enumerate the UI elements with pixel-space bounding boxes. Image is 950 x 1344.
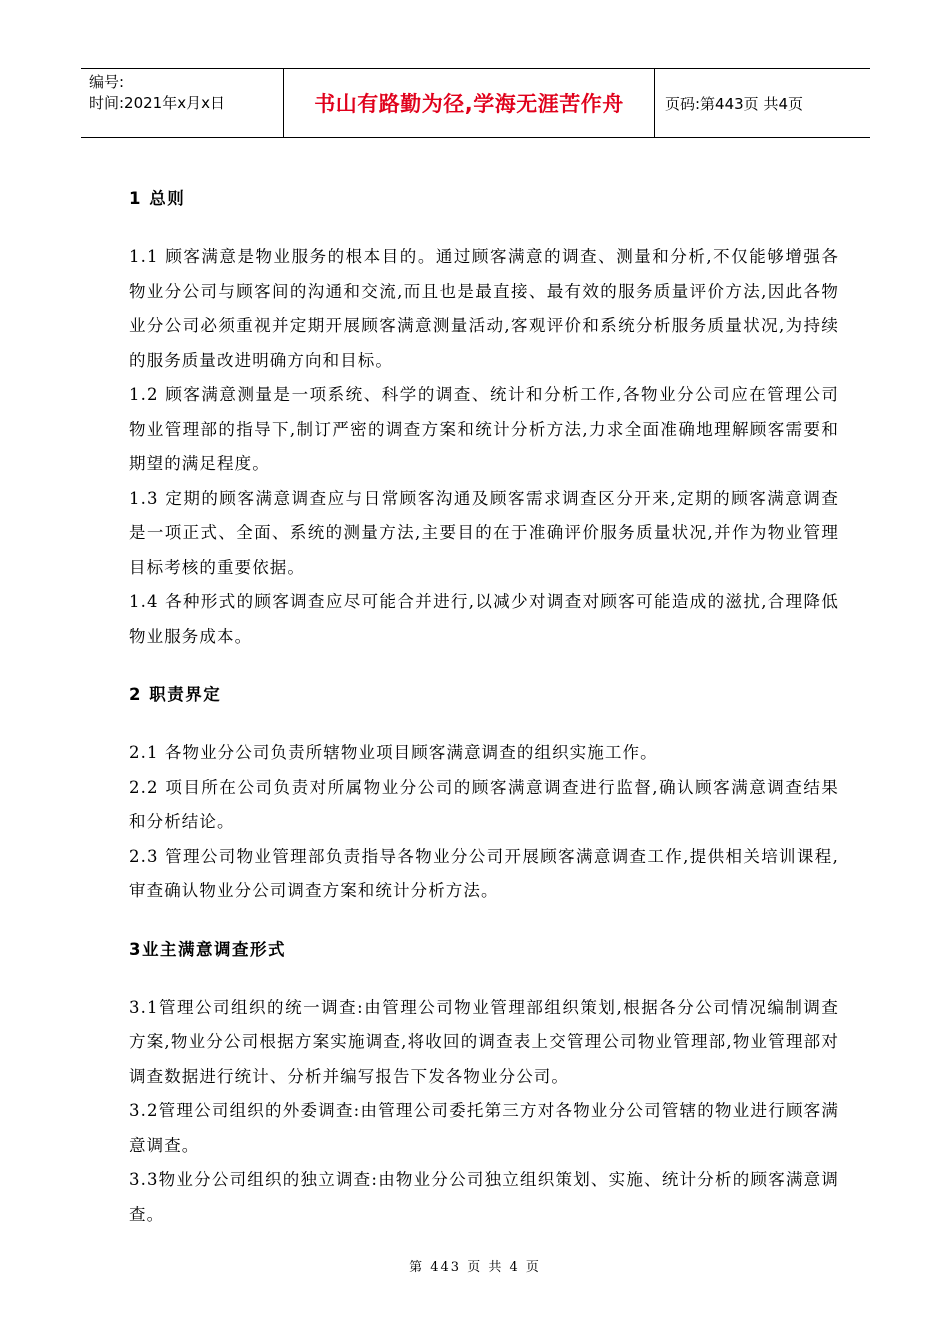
paragraph: 2.1 各物业分公司负责所辖物业项目顾客满意调查的组织实施工作。 [129, 743, 658, 762]
header-meta [81, 69, 284, 137]
paragraph: 3.1管理公司组织的统一调查:由管理公司物业管理部组织策划,根据各分公司情况编制调查方案,物业分公司根据方案实施调查,将收回的调查表上交管理公司物业管理部,物业管理部对调查数据进行统计、分析并编写报告下发各物业分公司。 [129, 997, 839, 1086]
section-heading: 3业主满意调查形式 [129, 939, 286, 959]
section-general [129, 172, 839, 654]
header-motto: 书山有路勤为径,学海无涯苦作舟 [284, 69, 655, 137]
document-body [129, 172, 839, 1232]
section-survey-forms [129, 923, 839, 1233]
header-page-info: 页码:第443页 共4页 [665, 94, 803, 113]
section-heading: 1 总则 [129, 189, 186, 208]
paragraph: 1.1 顾客满意是物业服务的根本目的。通过顾客满意的调查、测量和分析,不仅能够增强各物业分公司与顾客间的沟通和交流,而且也是最直接、最有效的服务质量评价方法,因此各物业分公司必须重视并定期开展顾客满意测量活动,客观评价和系统分析服务质量状况,为持续的服务质量改进明确方向和目标。 [129, 247, 839, 370]
section-heading: 2 职责界定 [129, 685, 222, 704]
document-number-label: 编号: [89, 73, 125, 91]
document-header [81, 68, 870, 138]
section-responsibilities [129, 668, 839, 909]
paragraph: 1.3 定期的顾客满意调查应与日常顾客沟通及顾客需求调查区分开来,定期的顾客满意调查是一项正式、全面、系统的测量方法,主要目的在于准确评价服务质量状况,并作为物业管理目标考核的重要依据。 [129, 488, 839, 577]
paragraph: 3.2管理公司组织的外委调查:由管理公司委托第三方对各物业分公司管辖的物业进行顾客满意调查。 [129, 1101, 839, 1155]
page-footer: 第 443 页 共 4 页 [409, 1260, 541, 1275]
paragraph: 3.3物业分公司组织的独立调查:由物业分公司独立组织策划、实施、统计分析的顾客满意调查。 [129, 1170, 839, 1224]
paragraph: 2.3 管理公司物业管理部负责指导各物业分公司开展顾客满意调查工作,提供相关培训课程,审查确认物业分公司调查方案和统计分析方法。 [129, 846, 839, 900]
paragraph: 1.2 顾客满意测量是一项系统、科学的调查、统计和分析工作,各物业分公司应在管理公司物业管理部的指导下,制订严密的调查方案和统计分析方法,力求全面准确地理解顾客需要和期望的满足程度。 [129, 385, 839, 473]
paragraph: 1.4 各种形式的顾客调查应尽可能合并进行,以减少对调查对顾客可能造成的滋扰,合理降低物业服务成本。 [129, 592, 839, 646]
paragraph: 2.2 项目所在公司负责对所属物业分公司的顾客满意调查进行监督,确认顾客满意调查结果和分析结论。 [129, 777, 839, 831]
document-time: 时间:2021年x月x日 [89, 94, 225, 112]
